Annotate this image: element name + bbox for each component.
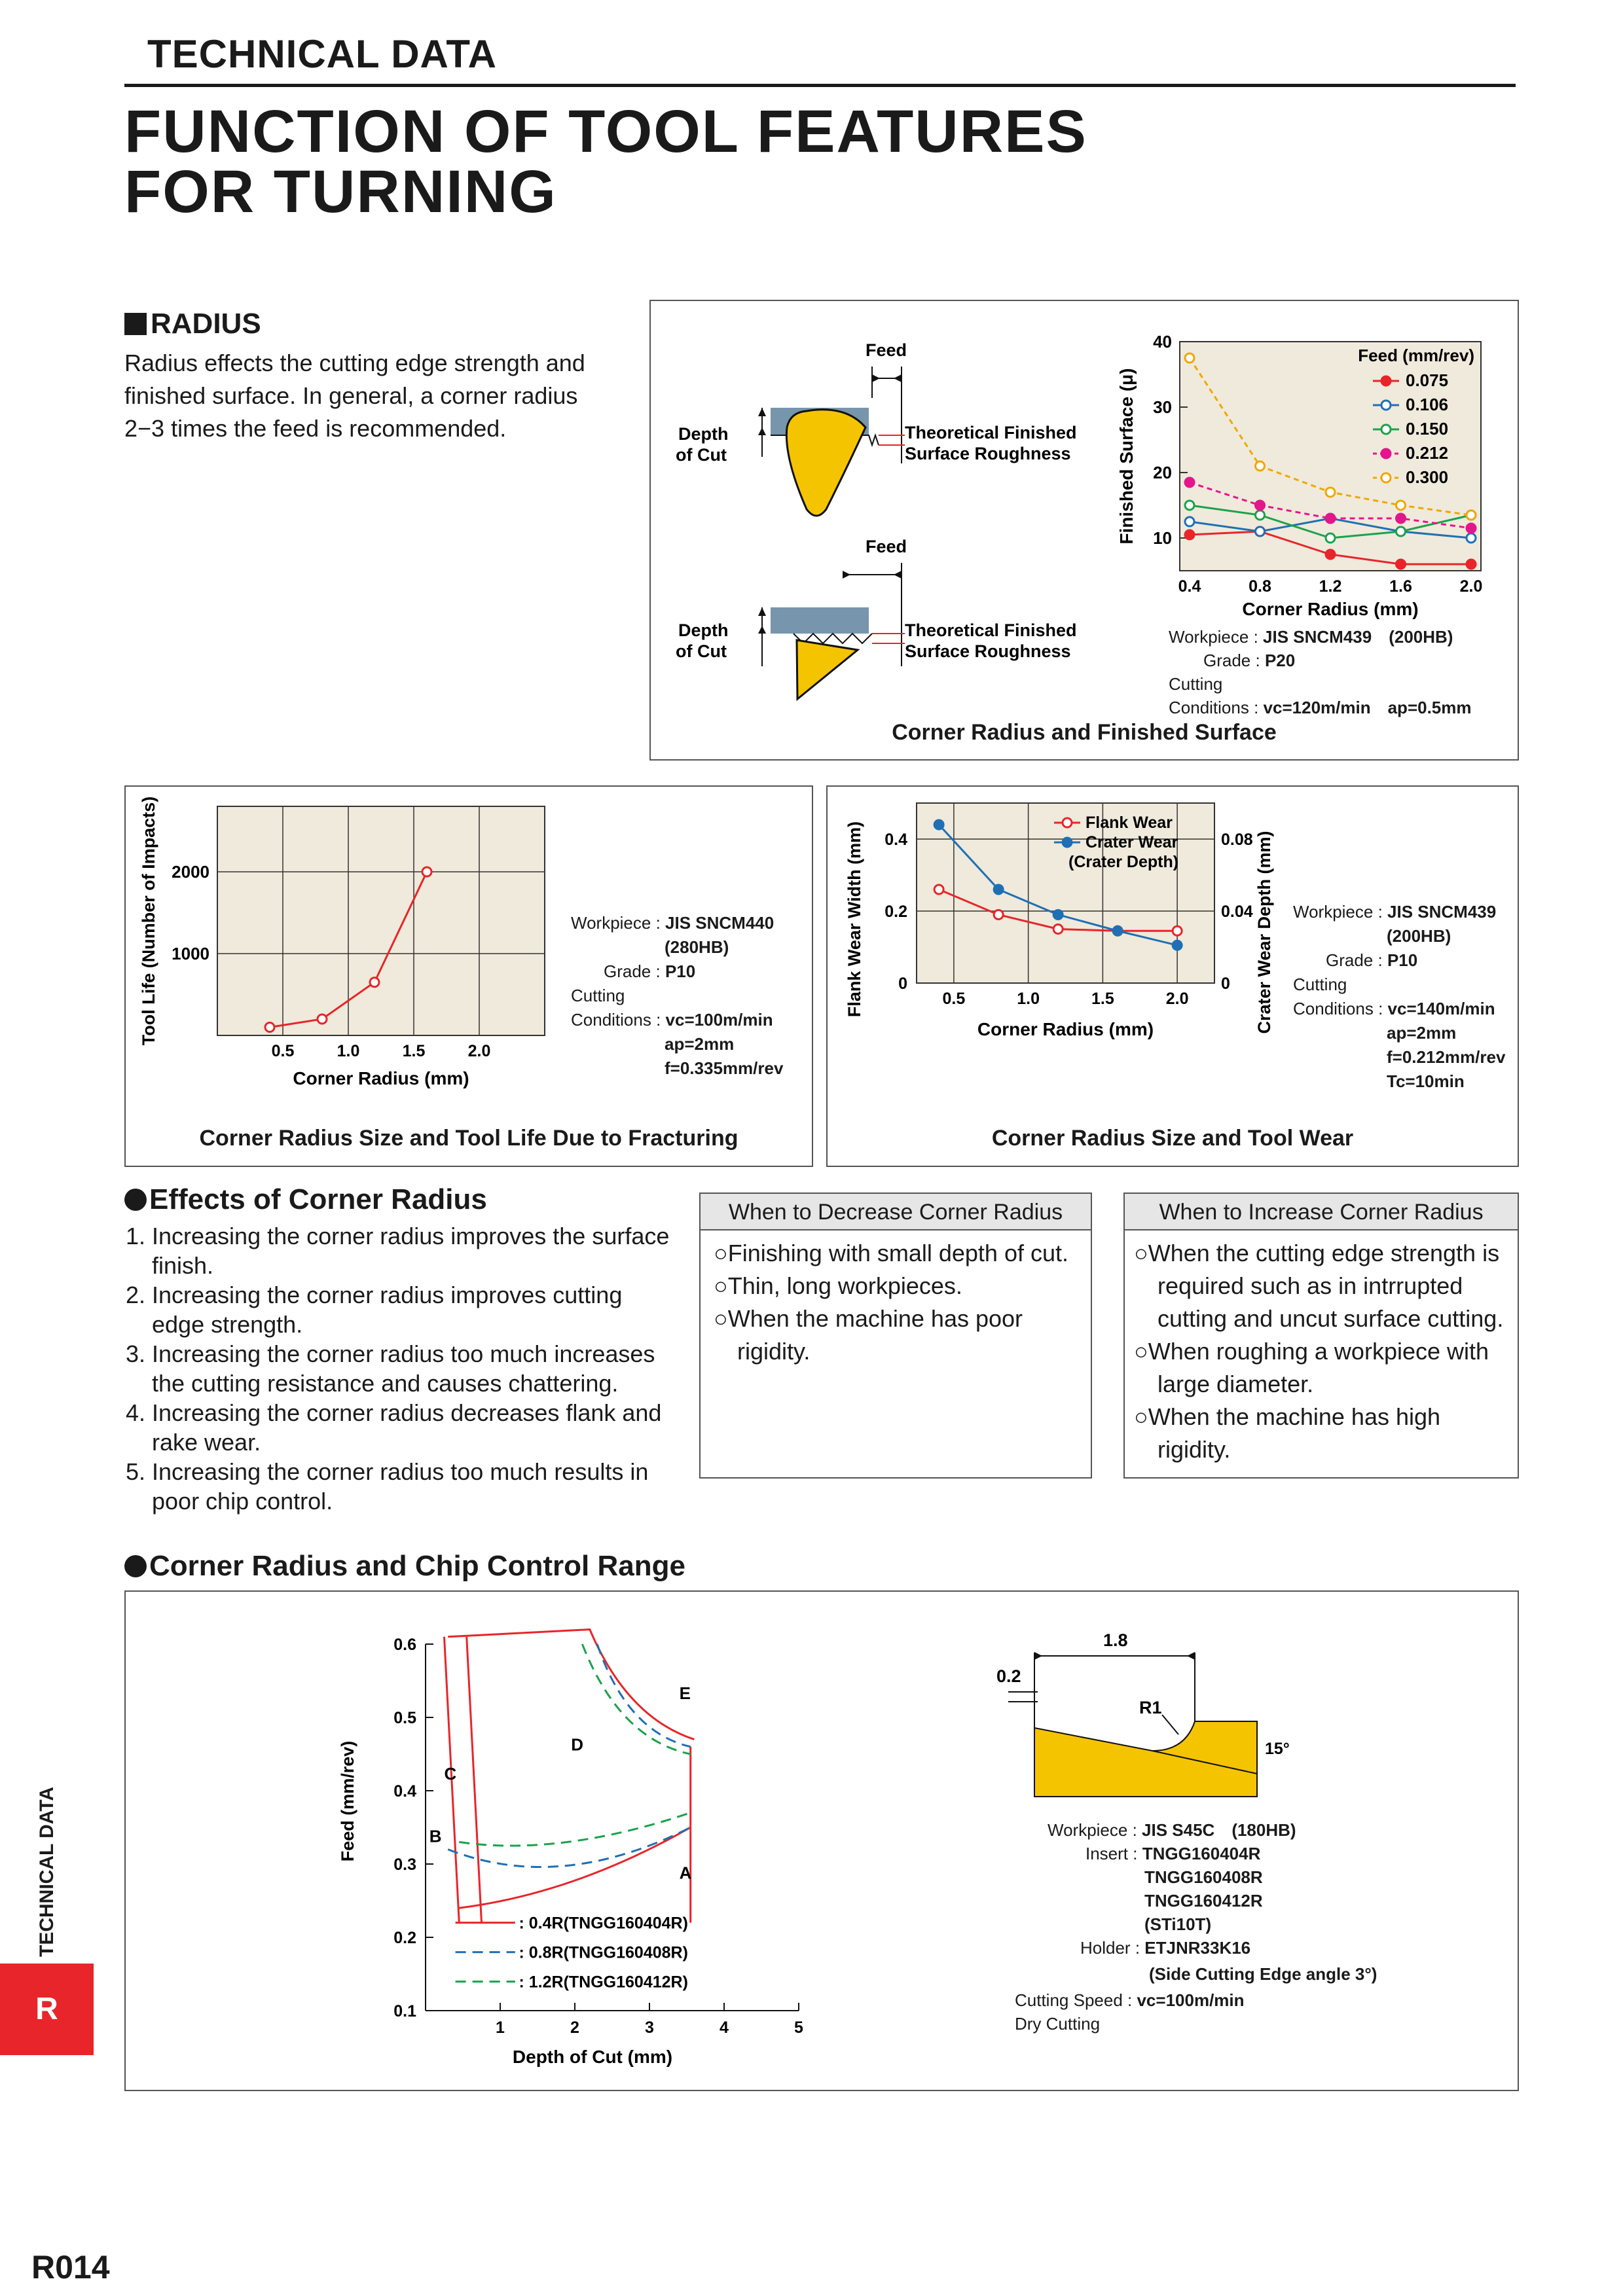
data-point bbox=[1256, 511, 1265, 520]
increase-item: ○When the cutting edge strength is required such as in intrrupted cutting and uncut surface cutting. bbox=[1134, 1240, 1504, 1332]
region-label-b: B bbox=[429, 1826, 442, 1846]
x-tick-label: 2.0 bbox=[1165, 990, 1189, 1008]
y-axis-label: Flank Wear Width (mm) bbox=[845, 821, 864, 1018]
profile-width-label: 1.8 bbox=[1103, 1630, 1128, 1650]
x-tick-label: 2 bbox=[570, 2018, 579, 2037]
section-tab: R bbox=[0, 1964, 94, 2055]
grade-label: Grade : bbox=[1203, 651, 1260, 670]
x-tick-label: 2.0 bbox=[1459, 577, 1483, 596]
data-point bbox=[1173, 926, 1182, 935]
data-point bbox=[994, 885, 1003, 894]
title-line-2: FOR TURNING bbox=[124, 158, 557, 225]
effects-item: 3. Increasing the corner radius too much increases the cutting resistance and causes chattering. bbox=[152, 1339, 681, 1398]
data-point bbox=[1467, 533, 1476, 543]
roughness-label: Surface Roughness bbox=[905, 444, 1071, 463]
of-cut-label-2: of Cut bbox=[676, 641, 727, 661]
legend-entry: (Crater Depth) bbox=[1068, 853, 1179, 871]
cutting-label: Cutting bbox=[571, 986, 625, 1005]
fig1-caption: Corner Radius and Finished Surface bbox=[892, 720, 1277, 745]
x-tick-label: 1.0 bbox=[1017, 990, 1040, 1008]
plot-area bbox=[217, 806, 545, 1035]
data-point bbox=[1185, 478, 1194, 487]
cond-value: ap=2mm bbox=[665, 1034, 735, 1054]
circle-bullet-icon bbox=[124, 1555, 147, 1577]
circle-outline-icon: ○ bbox=[1134, 1403, 1148, 1430]
tool-wear-chart bbox=[831, 789, 1296, 1090]
radius-text-line: 2−3 times the feed is recommended. bbox=[124, 415, 507, 442]
wp-label: Workpiece : bbox=[571, 913, 661, 933]
x-tick-label: 1.0 bbox=[337, 1042, 360, 1060]
page-title bbox=[124, 98, 1087, 225]
chip-control-chart bbox=[327, 1610, 838, 2081]
cond-label: Conditions : bbox=[1169, 698, 1259, 717]
data-point bbox=[934, 820, 943, 829]
x-tick-label: 2.0 bbox=[467, 1042, 491, 1060]
x-tick-label: 0.5 bbox=[942, 990, 966, 1008]
region-label-e: E bbox=[679, 1683, 691, 1703]
increase-table bbox=[1123, 1193, 1519, 1479]
y-right-axis-label: Crater Wear Depth (mm) bbox=[1254, 831, 1274, 1034]
insert-label: Insert : bbox=[1085, 1844, 1138, 1863]
boundary-red bbox=[467, 1637, 482, 1923]
region-label-c: C bbox=[444, 1764, 457, 1784]
legend-marker bbox=[1063, 838, 1072, 847]
y-axis-label: Tool Life (Number of Impacts) bbox=[139, 796, 158, 1046]
decrease-item: ○Finishing with small depth of cut. bbox=[714, 1240, 1068, 1266]
speed-value: vc=100m/min bbox=[1137, 1990, 1245, 2010]
effects-item: 4. Increasing the corner radius decreases flank and rake wear. bbox=[152, 1398, 681, 1457]
grade-value: P10 bbox=[665, 961, 696, 981]
data-point bbox=[1326, 514, 1335, 523]
legend-marker bbox=[1381, 473, 1391, 482]
page-number: R014 bbox=[31, 2249, 110, 2286]
grade-value: P20 bbox=[1264, 651, 1296, 670]
region-label-d: D bbox=[571, 1734, 584, 1755]
holder-value: ETJNR33K16 bbox=[1144, 1938, 1251, 1958]
cutting-label: Cutting bbox=[1169, 674, 1223, 694]
theoretical-label-2: Theoretical Finished bbox=[905, 620, 1077, 640]
fig2-conditions bbox=[571, 911, 783, 1081]
finished-surface-chart bbox=[1113, 327, 1506, 628]
data-point bbox=[1396, 501, 1406, 510]
x-tick-label: 5 bbox=[794, 2018, 803, 2037]
cutting-label: Cutting bbox=[1293, 975, 1347, 994]
effects-item: 2. Increasing the corner radius improves cutting edge strength. bbox=[152, 1280, 681, 1339]
feed-label: Feed bbox=[866, 340, 907, 360]
y-tick-label: 0.3 bbox=[393, 1856, 416, 1874]
cond-value: f=0.212mm/rev bbox=[1387, 1047, 1506, 1067]
data-point bbox=[1256, 461, 1265, 471]
theoretical-label: Theoretical Finished bbox=[905, 423, 1077, 442]
circle-outline-icon: ○ bbox=[1134, 1240, 1148, 1266]
y-tick-label: 0.4 bbox=[393, 1782, 416, 1801]
effects-heading bbox=[124, 1183, 487, 1216]
effects-item: 5. Increasing the corner radius too much results in poor chip control. bbox=[152, 1457, 681, 1516]
chip-conditions bbox=[1015, 1818, 1377, 2036]
boundary-red bbox=[459, 1827, 690, 1908]
y-tick-label: 0.4 bbox=[884, 831, 907, 849]
fig1-conditions bbox=[1169, 625, 1472, 719]
data-point bbox=[370, 978, 379, 987]
section-header: TECHNICAL DATA bbox=[147, 32, 497, 76]
x-tick-label: 1.6 bbox=[1389, 577, 1412, 596]
fig2-caption: Corner Radius Size and Tool Life Due to Fracturing bbox=[199, 1126, 739, 1151]
y-tick-label: 30 bbox=[1153, 397, 1172, 417]
insert-value: TNGG160408R bbox=[1144, 1867, 1263, 1887]
cond-value: ap=2mm bbox=[1387, 1023, 1457, 1043]
y-tick-label: 0.2 bbox=[884, 903, 907, 921]
data-point bbox=[1053, 925, 1063, 934]
effects-list bbox=[124, 1221, 681, 1516]
increase-title: When to Increase Corner Radius bbox=[1125, 1194, 1518, 1230]
data-point bbox=[1326, 488, 1335, 497]
circle-outline-icon: ○ bbox=[714, 1305, 728, 1332]
data-point bbox=[1173, 941, 1182, 950]
legend-entry: : 0.4R(TNGG160404R) bbox=[519, 1914, 688, 1933]
x-axis-label: Depth of Cut (mm) bbox=[512, 2047, 673, 2067]
data-point bbox=[1256, 527, 1265, 536]
side-section-label: TECHNICAL DATA bbox=[36, 1787, 58, 1957]
y-right-tick-label: 0.04 bbox=[1221, 903, 1253, 921]
chip-breaker-profile bbox=[982, 1617, 1290, 1813]
legend-entry: 0.106 bbox=[1406, 395, 1449, 414]
y-tick-label: 0.1 bbox=[393, 2002, 416, 2020]
y-tick-label: 20 bbox=[1153, 463, 1172, 482]
insert-value: TNGG160412R bbox=[1144, 1891, 1263, 1910]
circle-outline-icon: ○ bbox=[1134, 1338, 1148, 1365]
radius-text-line: finished surface. In general, a corner radius bbox=[124, 382, 578, 409]
legend-marker bbox=[1381, 425, 1391, 434]
fig3-conditions bbox=[1293, 900, 1505, 1094]
legend-entry: 0.150 bbox=[1406, 419, 1449, 439]
cond-value: vc=140m/min bbox=[1387, 999, 1495, 1018]
holder-note: (Side Cutting Edge angle 3°) bbox=[1149, 1964, 1377, 1984]
x-axis-label: Corner Radius (mm) bbox=[1242, 599, 1419, 619]
legend-entry: 0.212 bbox=[1406, 443, 1449, 463]
legend-entry: : 0.8R(TNGG160408R) bbox=[519, 1943, 688, 1962]
data-point bbox=[1185, 530, 1194, 539]
x-axis-label: Corner Radius (mm) bbox=[293, 1068, 469, 1088]
cond-value: Tc=10min bbox=[1387, 1071, 1465, 1091]
insert-grade: (STi10T) bbox=[1144, 1914, 1212, 1934]
y-tick-label: 10 bbox=[1153, 528, 1172, 548]
legend-marker bbox=[1381, 376, 1391, 386]
x-tick-label: 0.5 bbox=[271, 1042, 295, 1060]
data-point bbox=[1256, 501, 1265, 510]
y-right-tick-label: 0 bbox=[1221, 975, 1230, 993]
wp-hardness: (280HB) bbox=[665, 937, 729, 957]
data-point bbox=[1326, 550, 1335, 559]
x-tick-label: 0.4 bbox=[1178, 577, 1201, 596]
title-line-1: FUNCTION OF TOOL FEATURES bbox=[124, 98, 1087, 165]
legend-entry: Flank Wear bbox=[1085, 814, 1173, 832]
y-tick-label: 40 bbox=[1153, 332, 1172, 351]
wp-label: Workpiece : bbox=[1293, 902, 1383, 922]
decrease-item: ○Thin, long workpieces. bbox=[714, 1272, 962, 1299]
grade-value: P10 bbox=[1387, 950, 1418, 970]
profile-radius-label: R1 bbox=[1139, 1698, 1162, 1717]
y-axis-label: Feed (mm/rev) bbox=[338, 1740, 357, 1862]
profile-angle-label: 15° bbox=[1265, 1740, 1290, 1758]
wp-label: Workpiece : bbox=[1169, 627, 1258, 647]
wp-value: JIS SNCM439 (200HB) bbox=[1263, 627, 1453, 647]
fig3-caption: Corner Radius Size and Tool Wear bbox=[991, 1126, 1354, 1151]
grade-label: Grade : bbox=[604, 961, 661, 981]
data-point bbox=[1113, 926, 1122, 935]
chip-heading-text: Corner Radius and Chip Control Range bbox=[149, 1550, 685, 1582]
increase-item: ○When roughing a workpiece with large diameter. bbox=[1134, 1338, 1489, 1397]
of-cut-label: of Cut bbox=[676, 445, 727, 465]
data-point bbox=[1053, 910, 1063, 920]
cond-value: vc=120m/min ap=0.5mm bbox=[1263, 698, 1472, 717]
wp-value: JIS SNCM439 bbox=[1387, 902, 1497, 922]
effects-item: 1. Increasing the corner radius improves the surface finish. bbox=[152, 1221, 681, 1280]
data-point bbox=[1185, 517, 1194, 526]
tool-life-chart bbox=[131, 792, 563, 1100]
data-point bbox=[1185, 353, 1194, 363]
data-point bbox=[1185, 501, 1194, 510]
data-point bbox=[1396, 514, 1406, 523]
legend-entry: Crater Wear bbox=[1085, 833, 1178, 852]
boundary-green bbox=[582, 1644, 690, 1754]
insert-value: TNGG160404R bbox=[1142, 1844, 1261, 1863]
increase-item: ○When the machine has high rigidity. bbox=[1134, 1403, 1441, 1463]
x-tick-label: 4 bbox=[720, 2018, 729, 2037]
region-label-a: A bbox=[679, 1863, 692, 1883]
y-right-tick-label: 0.08 bbox=[1221, 831, 1253, 849]
y-tick-label: 2000 bbox=[172, 862, 210, 882]
legend-marker bbox=[1381, 401, 1391, 410]
y-tick-label: 1000 bbox=[172, 944, 210, 963]
radius-text-line: Radius effects the cutting edge strength and bbox=[124, 350, 585, 376]
data-point bbox=[422, 867, 431, 876]
legend-title: Feed (mm/rev) bbox=[1358, 346, 1474, 365]
roughness-label-2: Surface Roughness bbox=[905, 641, 1071, 661]
feed-label-2: Feed bbox=[866, 537, 907, 556]
radius-text bbox=[124, 347, 585, 445]
data-point bbox=[1396, 527, 1406, 536]
x-tick-label: 3 bbox=[645, 2018, 654, 2037]
data-point bbox=[265, 1023, 274, 1032]
legend-entry: : 1.2R(TNGG160412R) bbox=[519, 1973, 688, 1992]
y-tick-label: 0.5 bbox=[393, 1709, 416, 1727]
chip-heading bbox=[124, 1550, 685, 1583]
y-tick-label: 0.6 bbox=[393, 1636, 416, 1654]
wp-label: Workpiece : bbox=[1048, 1820, 1137, 1840]
legend-marker bbox=[1381, 449, 1391, 458]
cond-label: Conditions : bbox=[571, 1010, 661, 1030]
x-tick-label: 1 bbox=[496, 2018, 505, 2037]
square-bullet-icon bbox=[124, 313, 147, 335]
boundary-red bbox=[448, 1630, 694, 1740]
data-point bbox=[1467, 524, 1476, 533]
radius-heading-text: RADIUS bbox=[151, 308, 261, 340]
wp-hardness: (200HB) bbox=[1387, 926, 1451, 946]
data-point bbox=[1326, 533, 1335, 543]
depth-label-2: Depth bbox=[678, 620, 729, 640]
depth-label: Depth bbox=[678, 424, 729, 444]
data-point bbox=[318, 1014, 327, 1024]
legend-marker bbox=[1063, 818, 1072, 827]
speed-label: Cutting Speed : bbox=[1015, 1990, 1133, 2010]
header-rule bbox=[124, 84, 1516, 87]
data-point bbox=[1467, 511, 1476, 520]
cond-value: vc=100m/min bbox=[665, 1010, 773, 1030]
y-tick-label: 0 bbox=[898, 975, 907, 993]
boundary-green bbox=[459, 1813, 690, 1846]
cond-label: Conditions : bbox=[1293, 999, 1383, 1018]
x-axis-label: Corner Radius (mm) bbox=[977, 1019, 1154, 1039]
decrease-title: When to Decrease Corner Radius bbox=[701, 1194, 1091, 1230]
holder-label: Holder : bbox=[1080, 1938, 1140, 1958]
data-point bbox=[1396, 560, 1406, 569]
wp-value: JIS SNCM440 bbox=[665, 913, 775, 933]
insert-diagram bbox=[649, 300, 1147, 719]
data-point bbox=[994, 910, 1003, 920]
decrease-item: ○When the machine has poor rigidity. bbox=[714, 1305, 1023, 1365]
data-point bbox=[1467, 560, 1476, 569]
x-tick-label: 1.2 bbox=[1319, 577, 1342, 596]
cond-value: f=0.335mm/rev bbox=[665, 1058, 784, 1078]
grade-label: Grade : bbox=[1326, 950, 1383, 970]
data-point bbox=[934, 885, 943, 894]
circle-bullet-icon bbox=[124, 1189, 147, 1211]
circle-outline-icon: ○ bbox=[714, 1240, 728, 1266]
x-tick-label: 1.5 bbox=[402, 1042, 426, 1060]
wp-value: JIS S45C (180HB) bbox=[1142, 1820, 1296, 1840]
decrease-table bbox=[699, 1193, 1092, 1479]
x-tick-label: 1.5 bbox=[1091, 990, 1114, 1008]
legend-entry: 0.075 bbox=[1406, 370, 1449, 390]
dry-cutting-label: Dry Cutting bbox=[1015, 2014, 1101, 2034]
radius-heading bbox=[124, 308, 261, 340]
circle-outline-icon: ○ bbox=[714, 1272, 728, 1299]
y-axis-label: Finished Surface (μ) bbox=[1116, 368, 1137, 545]
y-tick-label: 0.2 bbox=[393, 1929, 416, 1947]
x-tick-label: 0.8 bbox=[1249, 577, 1271, 596]
profile-height-label: 0.2 bbox=[996, 1666, 1021, 1686]
legend-entry: 0.300 bbox=[1406, 467, 1449, 487]
effects-heading-text: Effects of Corner Radius bbox=[149, 1183, 487, 1215]
